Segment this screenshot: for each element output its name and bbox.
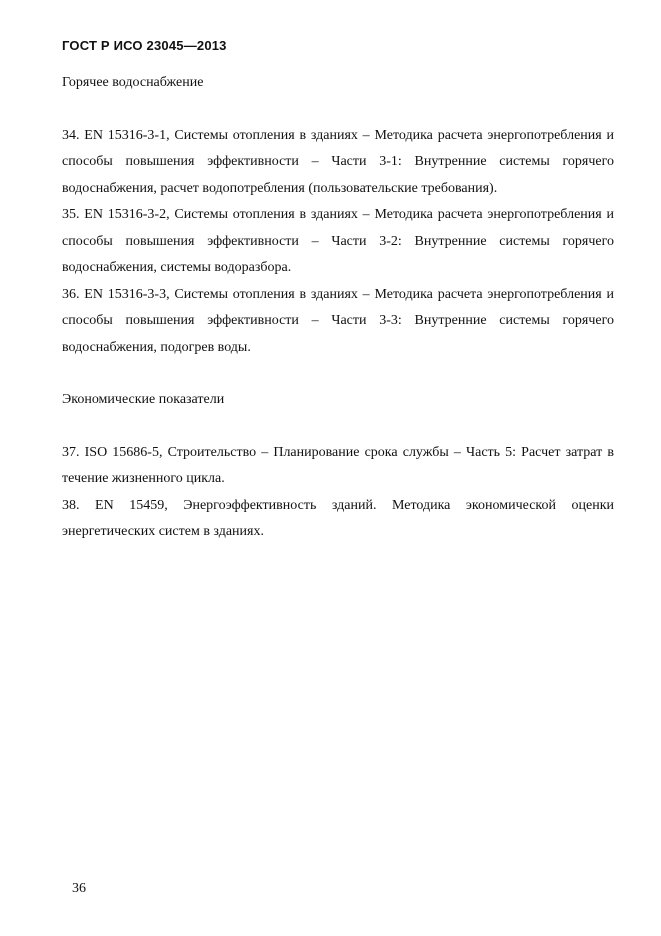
reference-entry-37: 37. ISO 15686-5, Строительство – Планирование срока службы – Часть 5: Расчет затрат в течение жизненного цикла. (62, 444, 614, 486)
page-number: 36 (72, 881, 86, 896)
document-body (62, 70, 614, 546)
document-header: ГОСТ Р ИСО 23045—2013 (62, 38, 227, 53)
section-title-hot-water: Горячее водоснабжение (62, 75, 204, 90)
section-spacer (62, 414, 614, 440)
section-spacer (62, 97, 614, 123)
reference-entry-36: 36. EN 15316-3-3, Системы отопления в зданиях – Методика расчета энергопотребления и способы повышения эффективности – Части 3-3: Внутренние системы горячего водоснабжения, подогрев воды. (62, 286, 614, 355)
reference-entry-34: 34. EN 15316-3-1, Системы отопления в зданиях – Методика расчета энергопотребления и способы повышения эффективности – Части 3-1: Внутренние системы горячего водоснабжения, расчет водопотребления (пользовательские требования). (62, 127, 614, 196)
reference-entry-38: 38. EN 15459, Энергоэффективность зданий. Методика экономической оценки энергетических систем в зданиях. (62, 497, 614, 539)
section-title-economics: Экономические показатели (62, 392, 225, 407)
reference-entry-35: 35. EN 15316-3-2, Системы отопления в зданиях – Методика расчета энергопотребления и способы повышения эффективности – Части 3-2: Внутренние системы горячего водоснабжения, системы водоразбора. (62, 207, 614, 275)
section-spacer (62, 361, 614, 387)
